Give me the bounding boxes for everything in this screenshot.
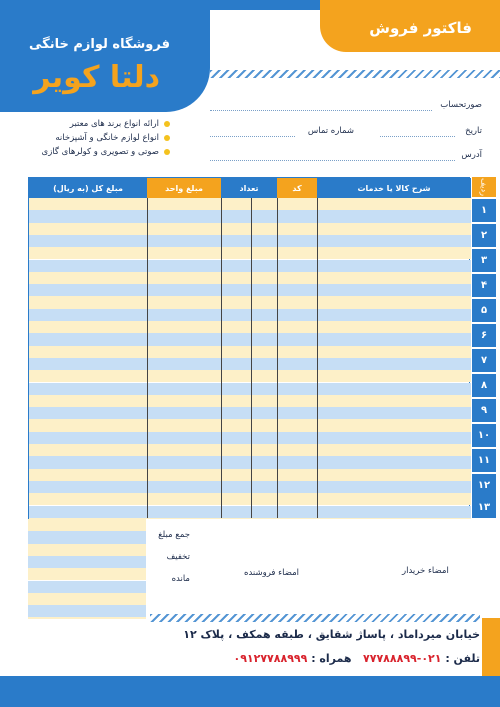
buyer-signature-label: امضاء خریدار <box>402 566 449 576</box>
row-number: ۱۰ <box>472 424 496 448</box>
phone-label: تلفن : <box>445 652 480 665</box>
row-number: ۵ <box>472 299 496 323</box>
row-number: ۱۳ <box>472 497 496 519</box>
decorative-pattern <box>150 614 480 622</box>
column-divider <box>277 198 278 518</box>
column-header-code: کد <box>277 178 317 198</box>
header-blue-panel <box>0 0 210 112</box>
table-row-band <box>29 444 471 456</box>
table-row-band <box>29 383 471 395</box>
table-row-band <box>29 321 471 333</box>
summary-band <box>28 531 146 543</box>
store-address: خیابان میرداماد ، پاساژ شقایق ، طبقه همکف ، پلاک ۱۲ <box>183 628 480 641</box>
address-label: آدرس <box>461 150 482 160</box>
date-field[interactable] <box>380 136 455 137</box>
summary-band <box>28 556 146 568</box>
table-row-band <box>29 346 471 358</box>
table-row-band <box>29 198 471 210</box>
feature-item: ارائه انواع برند های معتبر <box>42 119 170 129</box>
row-number: ۴ <box>472 274 496 298</box>
seller-signature-label: امضاء فروشنده <box>244 568 300 578</box>
table-row-band <box>29 506 471 518</box>
mobile-label: همراه : <box>311 652 352 665</box>
table-row-band <box>29 272 471 284</box>
column-header-unit-price: مبلغ واحد <box>147 178 221 198</box>
shop-name: فروشگاه لوازم خانگی <box>29 37 170 52</box>
table-row-band <box>29 309 471 321</box>
summary-band <box>28 568 146 580</box>
row-number: ۲ <box>472 224 496 248</box>
account-label: صورتحساب <box>440 100 482 110</box>
table-row-band <box>29 333 471 345</box>
mobile-number: ۰۹۱۲۷۷۸۸۹۹۹ <box>233 652 308 665</box>
summary-band <box>28 605 146 617</box>
column-header-quantity: تعداد <box>221 178 277 198</box>
row-number: ۸ <box>472 374 496 398</box>
row-number: ۱۱ <box>472 449 496 473</box>
bullet-icon <box>164 135 170 141</box>
column-divider <box>251 198 252 518</box>
summary-band <box>28 593 146 605</box>
column-header-total: مبلغ کل (به ریال) <box>29 178 147 198</box>
discount-label: تخفیف <box>166 552 190 562</box>
address-field[interactable] <box>210 160 455 161</box>
feature-item: انواع لوازم خانگی و آشپزخانه <box>42 133 170 143</box>
invoice-table <box>28 177 470 519</box>
column-header-description: شرح کالا یا خدمات <box>317 178 471 198</box>
summary-band <box>28 581 146 593</box>
column-divider <box>147 198 148 518</box>
table-row-band <box>29 395 471 407</box>
table-row-band <box>29 493 471 505</box>
table-row-band <box>29 223 471 235</box>
row-number: ۳ <box>472 249 496 273</box>
remaining-label: مانده <box>171 574 190 584</box>
footer-bar <box>0 676 500 707</box>
row-number: ۱ <box>472 199 496 223</box>
table-row-band <box>29 481 471 493</box>
table-row-band <box>29 235 471 247</box>
table-row-band <box>29 407 471 419</box>
contact-field[interactable] <box>210 136 295 137</box>
date-label: تاریخ <box>465 126 482 136</box>
table-row-band <box>29 247 471 259</box>
row-header: ردیف <box>472 177 496 197</box>
table-row-band <box>29 432 471 444</box>
feature-list <box>42 119 170 161</box>
summary-band <box>28 617 146 619</box>
phone-number: ۰۲۱-۷۷۷۸۸۸۹۹ <box>363 652 442 665</box>
footer-accent <box>482 618 500 676</box>
decorative-pattern <box>210 70 500 78</box>
bullet-icon <box>164 121 170 127</box>
summary-labels <box>150 530 190 596</box>
summary-band <box>28 519 146 531</box>
table-row-band <box>29 358 471 370</box>
invoice-title: فاکتور فروش <box>369 19 472 37</box>
column-divider <box>317 198 318 518</box>
row-number: ۷ <box>472 349 496 373</box>
table-row-band <box>29 419 471 431</box>
row-number: ۶ <box>472 324 496 348</box>
feature-item: صوتی و تصویری و کولرهای گازی <box>42 147 170 157</box>
contact-numbers <box>233 652 480 665</box>
table-row-band <box>29 469 471 481</box>
column-divider <box>221 198 222 518</box>
row-number: ۱۲ <box>472 474 496 498</box>
table-row-band <box>29 260 471 272</box>
contact-label: شماره تماس <box>307 126 354 136</box>
row-number-column <box>472 177 496 519</box>
table-row-band <box>29 210 471 222</box>
brand-logo-text: دلتا کویر <box>33 60 160 95</box>
summary-box <box>28 519 146 622</box>
table-row-band <box>29 296 471 308</box>
account-field[interactable] <box>210 110 432 111</box>
row-number: ۹ <box>472 399 496 423</box>
bullet-icon <box>164 149 170 155</box>
table-row-band <box>29 370 471 382</box>
table-row-band <box>29 456 471 468</box>
total-label: جمع مبلغ <box>158 530 190 540</box>
table-row-band <box>29 284 471 296</box>
summary-band <box>28 544 146 556</box>
